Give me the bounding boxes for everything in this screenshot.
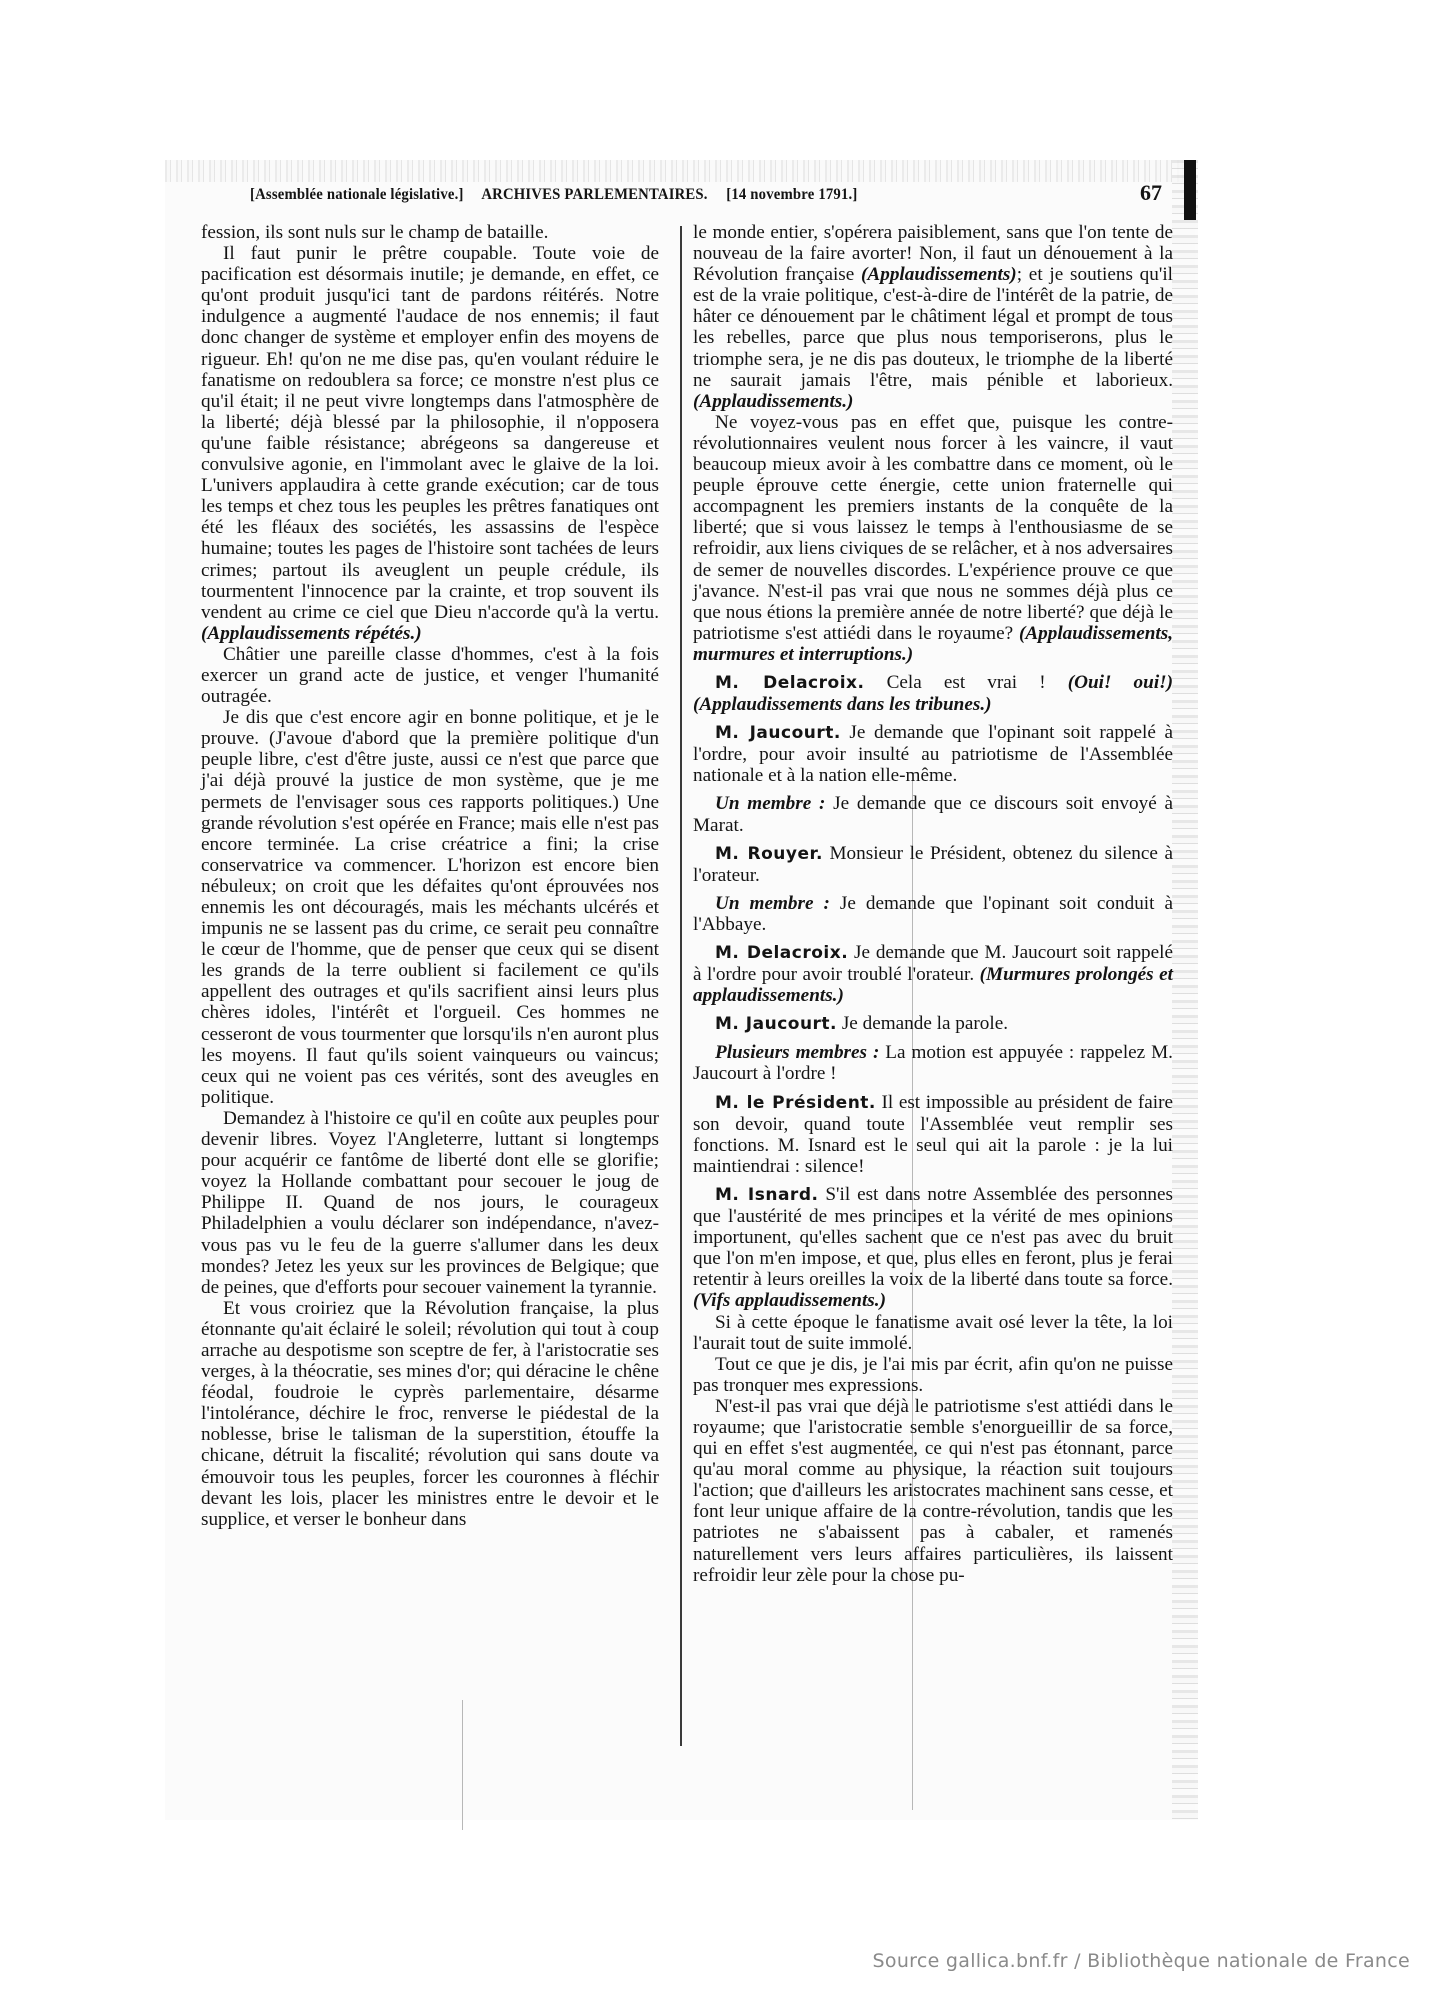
paragraph: Châtier une pareille classe d'hommes, c'est à la fois exercer un grand acte de justice, et venger l'humanité outragée. — [201, 643, 659, 708]
stage-note: (Vifs applaudissements.) — [693, 1290, 886, 1312]
speaker-name: Un membre : — [715, 892, 830, 914]
stage-note: (Applaudissements) — [861, 264, 1017, 286]
speaker-name: Un membre : — [715, 793, 826, 815]
stage-note: (Oui! oui!) (Applaudissements dans les tribunes.) — [693, 671, 1174, 716]
speaker-name: M. Jaucourt. — [715, 723, 841, 744]
paragraph: fession, ils sont nuls sur le champ de bataille. — [201, 222, 549, 243]
column-divider — [680, 226, 682, 1746]
speaker-turn — [693, 1013, 1173, 1035]
scan-noise-top — [165, 160, 1195, 182]
speech-text: Je demande que l'opinant soit rappelé à l'ordre, pour avoir insulté au patriotisme de l'Assemblée nationale et à la nation elle-même. — [693, 722, 1173, 787]
speaker-turn — [693, 893, 1173, 935]
scan-edge-mark — [1184, 160, 1196, 220]
speaker-name: M. le Président. — [715, 1092, 876, 1113]
left-column — [201, 222, 659, 1530]
page-number: 67 — [1140, 180, 1162, 205]
speech-text: Il est impossible au président de faire son devoir, quand toute l'Assemblée veut remplir ses fonctions. M. Isnard est le seul qui ait la parole : je la lui maintiendrai : silence! — [693, 1091, 1173, 1177]
speech-text: Cela est vrai ! — [864, 671, 1068, 693]
paragraph — [201, 243, 659, 644]
speech-text: La motion est appuyée : rappelez M. Jaucourt à l'ordre ! — [693, 1042, 1173, 1085]
paragraph-text: Il faut punir le prêtre coupable. Toute voie de pacification est désormais inutile; je demande, en effet, ce qu'ont produit jusqu'ici tant de pardons réitérés. Notre indulgence a augmenté l'audace de nos ennemis; il faut donc changer de système et employer enfin des moyens de rigueur. Eh! qu'on ne me dise pas, qu'en voulant réduire le fanatisme on redoublera sa force; ce monstre n'est plus ce qu'il était; il ne peut vivre longtemps dans l'atmosphère de la liberté; déjà blessé par la philosophie, il n'opposera qu'une faible résistance; abrégeons sa dangereuse et convulsive agonie, en l'immolant avec le glaive de la loi. L'univers applaudira à cette grande exécution; car de tous les temps et chez tous les peuples les prêtres fanatiques ont été les fléaux des sociétés, les assassins de l'espèce humaine; toutes les pages de l'histoire sont tachées de leurs crimes; partout ils aveuglent un peuple crédule, ils tourmentent l'innocence par la crainte, et trop souvent ils vendent au crime ce ciel que Dieu n'accorde qu'à la vertu. — [201, 243, 659, 623]
paragraph — [693, 412, 1173, 665]
paragraph: N'est-il pas vrai que déjà le patriotisme s'est attiédi dans le royaume; que l'aristocratie semble s'enorgueillir de sa force, qui en effet s'est augmentée, ce qui n'est pas étonnant, parce qu'au moral comme au physique, la réaction suit toujours l'action; que d'ailleurs les aristocrates machinent sans cesse, et font leur unique affaire de la contre-révolution, tandis que les patriotes ne s'abaissent pas à cabaler, et ramenés naturellement vers leurs affaires particulières, ils laissent refroidir leur zèle pour la chose pu- — [693, 1395, 1173, 1586]
speaker-name: M. Delacroix. — [715, 943, 849, 963]
source-credit: Source gallica.bnf.fr / Bibliothèque nationale de France — [872, 1950, 1410, 1972]
header-date: [14 novembre 1791.] — [726, 186, 858, 203]
speech-text: Je demande que l'opinant soit conduit à l'Abbaye. — [693, 892, 1173, 935]
stage-note: (Murmures prolongés et applaudissements.) — [693, 964, 1174, 1007]
speaker-name: M. Delacroix. — [715, 672, 865, 693]
paragraph: Je dis que c'est encore agir en bonne politique, et je le prouve. (J'avoue d'abord que la première politique d'un peuple libre, c'est d'être juste, aussi ce n'est que parce que j'ai déjà prouvé la justice de mon système, que je me permets de l'envisager sous ces rapports politiques.) Une grande révolution s'est opérée en France; mais elle n'est pas encore terminée. La crise créatrice a fini; la crise conservatrice va commencer. L'horizon est encore bien nébuleux; on croit que les défaites qu'ont éprouvées nos ennemis les ont découragés, mais les méchants ulcérés et impunis ne se lassent pas du crime, ce serait peu connaître le cœur de l'homme, que de penser que ceux qui se disent les grands de la terre oublient si facilement ce qu'ils appellent des outrages et qu'ils sacrifient ainsi leurs plus chères idoles, l'intérêt et l'orgueil. Ces hommes ne cesseront de vous tourmenter que lorsqu'ils n'en auront plus les moyens. Il faut qu'ils soient vainqueurs ou vaincus; ceux qui ne voient pas ces vérités, sont des aveugles en politique. — [201, 707, 659, 1108]
running-header — [250, 186, 1078, 204]
stage-note: (Applaudissements, murmures et interruptions.) — [693, 622, 1173, 665]
paragraph: Si à cette époque le fanatisme avait osé lever la tête, la loi l'aurait tout de suite immolé. — [693, 1311, 1173, 1354]
header-assembly: [Assemblée nationale législative.] — [250, 186, 464, 203]
speaker-turn — [693, 942, 1173, 1006]
scan-fold-line — [462, 1700, 463, 1830]
speaker-name: M. Jaucourt. — [715, 1014, 838, 1035]
paragraph — [693, 222, 1173, 412]
speaker-name: M. Rouyer. — [715, 843, 823, 864]
speaker-name: Plusieurs membres : — [715, 1042, 880, 1064]
speech-text: Monsieur le Président, obtenez du silence à l'orateur. — [693, 842, 1173, 886]
paragraph: Demandez à l'histoire ce qu'il en coûte aux peuples pour devenir libres. Voyez l'Angleterre, luttant si longtemps pour acquérir ce fantôme de liberté dont elle se glorifie; voyez la Hollande combattant pour secouer le joug de Philippe II. Quand de nos jours, le courageux Philadelphien a voulu déclarer son indépendance, n'avez-vous pas vu le feu de la guerre s'allumer dans les deux mondes? Jetez les yeux sur les provinces de Belgique; que de peines, que d'efforts pour secouer vainement la tyrannie. — [201, 1107, 659, 1298]
paragraph-text: le monde entier, s'opérera paisiblement, sans que l'on tente de nouveau de la faire avorter! Non, il faut un dénouement à la Révolution française — [693, 222, 1173, 286]
speaker-turn — [693, 722, 1173, 786]
stage-note: (Applaudissements.) — [693, 390, 854, 412]
speaker-turn — [693, 672, 1173, 715]
right-column — [693, 222, 1173, 1586]
speech-text: Je demande la parole. — [837, 1013, 1009, 1035]
speaker-turn — [693, 1042, 1173, 1084]
speaker-name: M. Isnard. — [715, 1184, 819, 1205]
header-title: ARCHIVES PARLEMENTAIRES. — [481, 186, 708, 203]
debate-exchanges — [693, 672, 1173, 1312]
stage-note: (Applaudissements répétés.) — [201, 622, 422, 644]
paragraph-text: Ne voyez-vous pas en effet que, puisque les contre-révolutionnaires veulent nous forcer à les vaincre, il vaut beaucoup mieux avoir à les combattre dans ce moment, où le peuple éprouve cette énergie, cette union fraternelle qui accompagnent les premiers instants de la conquête de la liberté; que si vous laissez le temps à l'enthousiasme de se refroidir, aux liens civiques de se relâcher, et à nos adversaires de semer de nouvelles discordes. L'expérience prouve ce que j'avance. N'est-il pas vrai que nous ne sommes déjà plus ce que nous étions la première année de notre liberté? que déjà le patriotisme s'est attiédi dans le royaume? — [693, 411, 1173, 644]
paragraph: Et vous croiriez que la Révolution française, la plus étonnante qu'ait éclairé le soleil; révolution qui tout à coup arrache au despotisme son sceptre de fer, à l'aristocratie ses verges, à la théocratie, ses mines d'or; qui déracine le chêne féodal, foudroie le cyprès parlementaire, désarme l'intolérance, déchire le froc, renverse le piédestal de la noblesse, brise le talisman de la superstition, étouffe la chicane, détruit la fiscalité; révolution qui sans doute va émouvoir tous les peuples, forcer les couronnes à fléchir devant les lois, placer les ministres entre le devoir et le supplice, et verser le bonheur dans — [201, 1297, 659, 1530]
scan-edge-right — [1172, 160, 1198, 1820]
paragraph: Tout ce que je dis, je l'ai mis par écrit, afin qu'on ne puisse pas tronquer mes expressions. — [693, 1353, 1173, 1396]
speaker-turn — [693, 843, 1173, 886]
speaker-turn — [693, 1092, 1173, 1177]
speech-text: S'il est dans notre Assemblée des personnes que l'austérité de mes principes et la vérité de mes opinions importunent, qu'elles sachent que ce n'est pas avec du bruit que l'on m'en impose, et que, plus elles en feront, plus je ferai retentir à leurs oreilles la voix de la liberté dans toute sa force. — [693, 1183, 1174, 1291]
speaker-turn — [693, 1184, 1173, 1312]
paragraph-text: ; et je soutiens qu'il est de la vraie politique, c'est-à-dire de l'intérêt de la patrie, de hâter ce dénouement par le châtiment légal et prompt de tous les rebelles, parce que plus nous temporiserons, plus le triomphe sera, je ne dis pas douteux, le triomphe de la liberté ne saurait jamais l'être, mais pénible et laborieux. — [693, 264, 1173, 391]
speaker-turn — [693, 793, 1173, 835]
speech-text: Je demande que ce discours soit envoyé à Marat. — [693, 793, 1173, 836]
speech-text: Je demande que M. Jaucourt soit rappelé à l'ordre pour avoir troublé l'orateur. — [693, 942, 1174, 986]
